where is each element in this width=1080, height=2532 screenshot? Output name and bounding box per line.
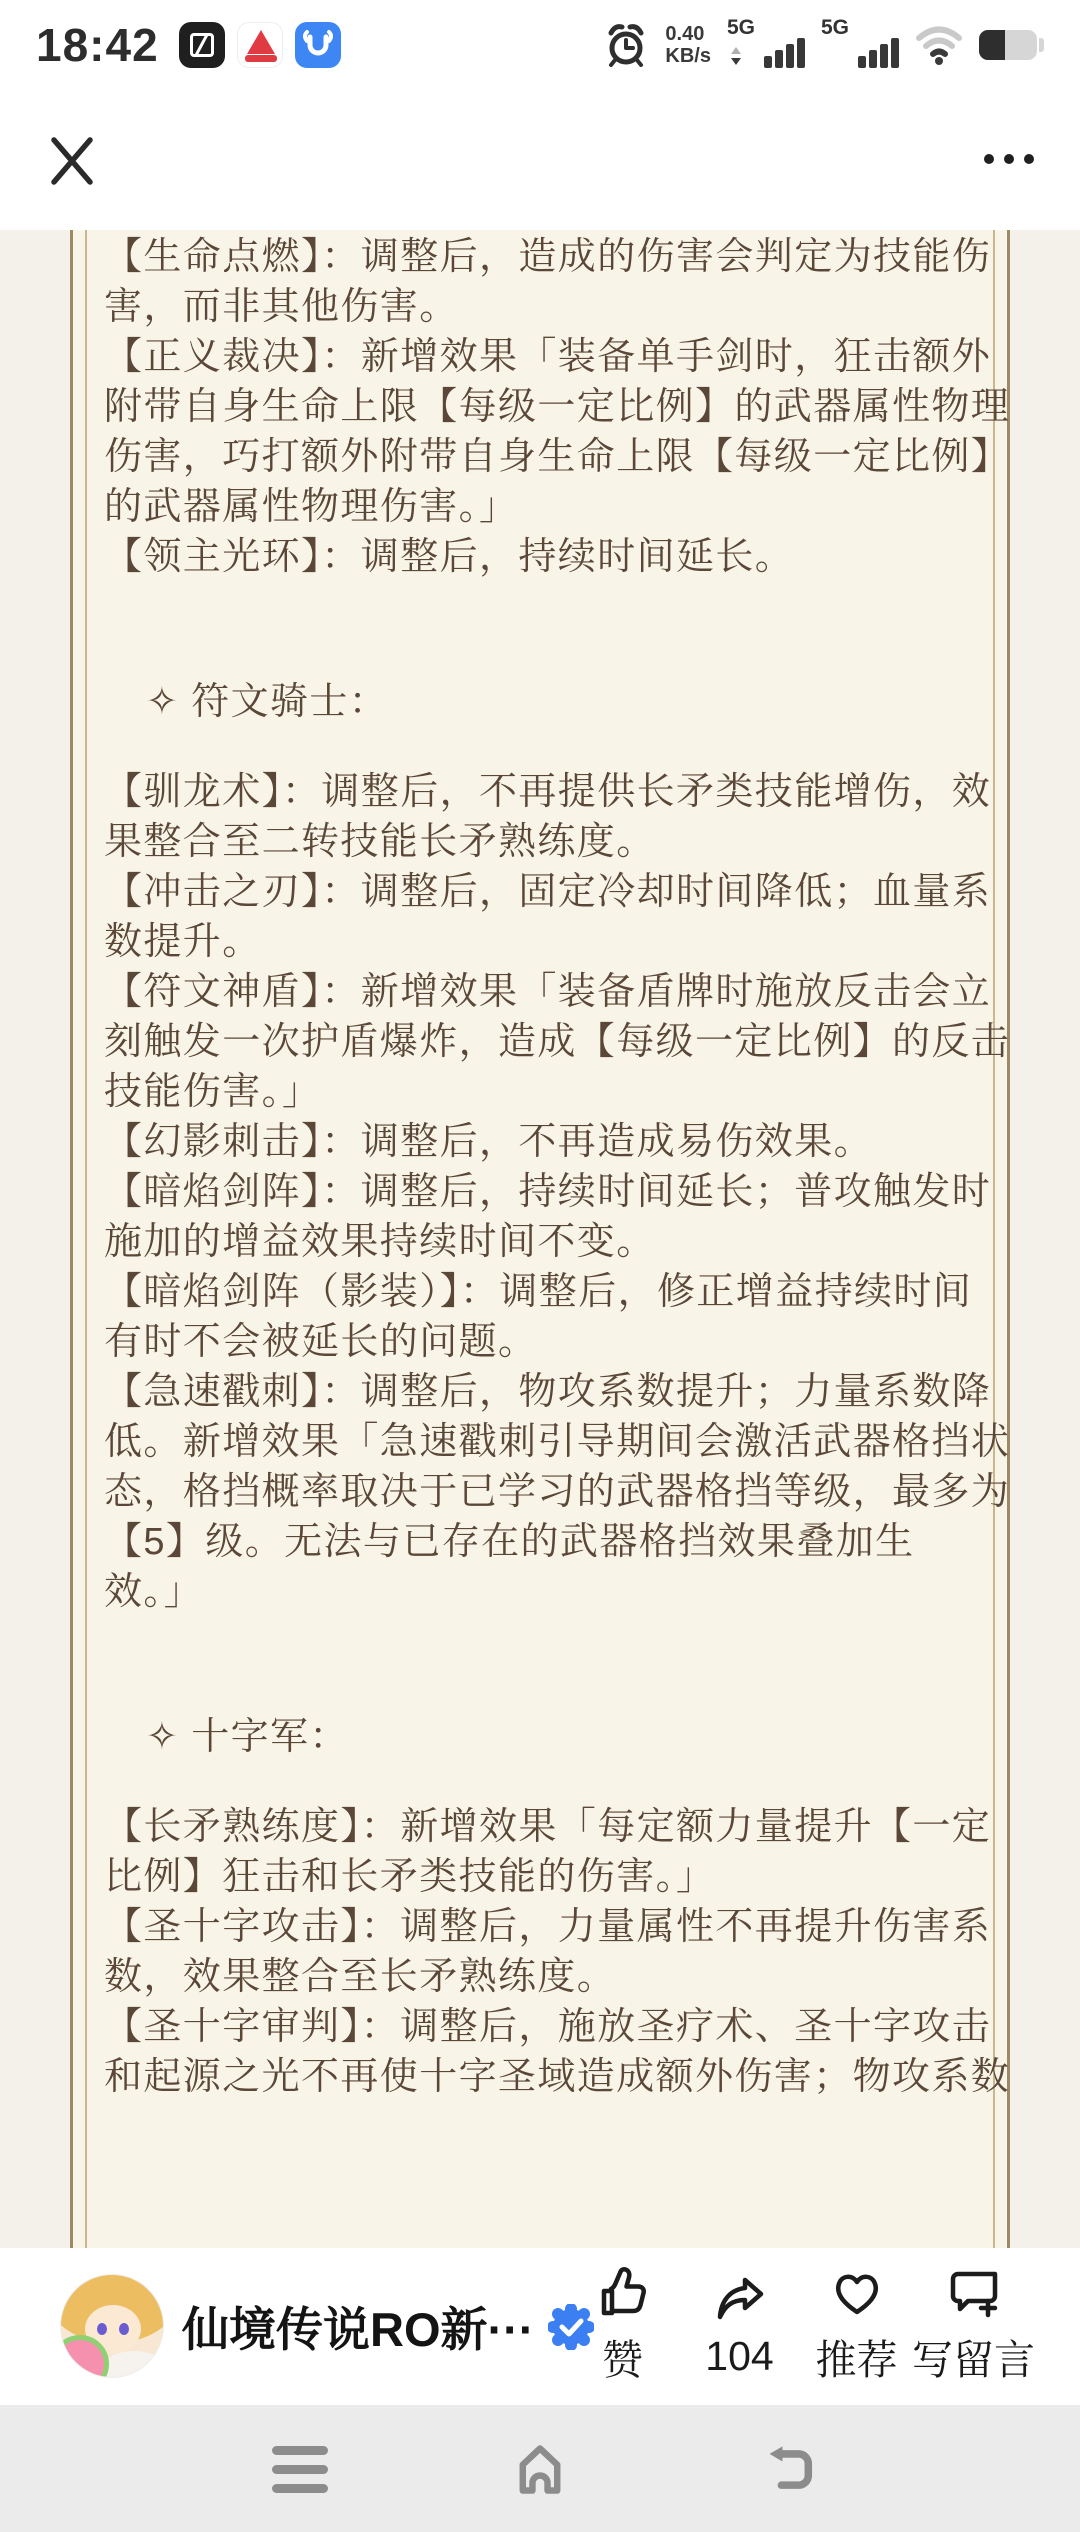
paragraph-line: 【圣十字攻击】：调整后，力量属性不再提升伤害系 xyxy=(104,1906,992,1948)
paragraph-line: 【暗焰剑阵（影装）】：调整后，修正增益持续时间 xyxy=(104,1271,973,1313)
alarm-icon xyxy=(603,21,649,69)
dark-notes-app-icon xyxy=(179,22,225,68)
action-buttons xyxy=(564,2248,1035,2405)
paragraph-line: 【幻影刺击】：调整后，不再造成易伤效果。 xyxy=(104,1121,874,1163)
back-button[interactable] xyxy=(758,2437,822,2501)
avatar[interactable] xyxy=(60,2274,164,2378)
paragraph-line: 果整合至二转技能长矛熟练度。 xyxy=(104,821,656,863)
network-speed: 0.40 KB/s xyxy=(665,23,711,67)
paragraph-line: 【暗焰剑阵】：调整后，持续时间延长；普攻触发时 xyxy=(104,1171,992,1213)
thumbs-up-icon xyxy=(597,2267,649,2319)
section-heading: ✧ 十字军： xyxy=(146,1716,349,1758)
close-button[interactable] xyxy=(42,130,102,190)
status-bar xyxy=(0,0,1080,90)
section-heading: ✧ 符文骑士： xyxy=(146,681,389,723)
sim2-signal: 5G xyxy=(821,16,899,74)
paragraph-line: 态，格挡概率取决于已学习的武器格挡等级，最多为 xyxy=(104,1471,1011,1513)
article-scroll-area[interactable] xyxy=(0,230,1080,2248)
comment-plus-icon xyxy=(948,2267,1000,2319)
paragraph-line: 效。」 xyxy=(104,1571,204,1613)
paragraph-line: 害，而非其他伤害。 xyxy=(104,286,459,328)
article-text xyxy=(104,232,1011,2102)
paragraph-line: 【长矛熟练度】：新增效果「每定额力量提升【一定 xyxy=(104,1806,992,1848)
paragraph-line: 数提升。 xyxy=(104,921,262,963)
status-icons xyxy=(603,16,1044,74)
paragraph-line: 技能伤害。」 xyxy=(104,1071,322,1113)
android-nav-bar xyxy=(0,2405,1080,2532)
close-icon xyxy=(42,130,102,190)
engagement-bar xyxy=(0,2248,1080,2405)
share-arrow-icon xyxy=(714,2273,766,2325)
webview-header xyxy=(0,90,1080,230)
paragraph-line: 和起源之光不再使十字圣域造成额外伤害；物攻系数 xyxy=(104,2056,1011,2098)
paragraph-line: 伤害，巧打额外附带自身生命上限【每级一定比例】 xyxy=(104,436,1011,478)
paragraph-line: 【冲击之刃】：调整后，固定冷却时间降低；血量系 xyxy=(104,871,992,913)
share-button[interactable]: 104 xyxy=(681,2273,798,2380)
more-button[interactable] xyxy=(978,148,1040,170)
signal-bars-icon xyxy=(858,38,899,68)
paragraph-line: 【5】级。无法与已存在的武器格挡效果叠加生 xyxy=(104,1521,915,1563)
paragraph-line: 施加的增益效果持续时间不变。 xyxy=(104,1221,656,1263)
paragraph-line: 【急速戳刺】：调整后，物攻系数提升；力量系数降 xyxy=(104,1371,992,1413)
paragraph-line: 附带自身生命上限【每级一定比例】的武器属性物理 xyxy=(104,386,1011,428)
recommend-button[interactable]: 推荐 xyxy=(798,2267,915,2386)
account xyxy=(182,2248,594,2405)
notification-app-icons xyxy=(179,22,341,68)
recents-menu-button[interactable] xyxy=(268,2437,332,2501)
data-arrows-icon xyxy=(729,46,743,66)
heart-icon xyxy=(831,2267,883,2319)
wifi-icon xyxy=(915,25,963,65)
red-a-app-icon xyxy=(237,22,283,68)
paragraph-line: 的武器属性物理伤害。」 xyxy=(104,486,519,528)
account-name[interactable]: 仙境传说RO新··· xyxy=(182,2303,535,2356)
like-button[interactable]: 赞 xyxy=(564,2267,681,2386)
back-icon xyxy=(762,2444,818,2494)
clock-time: 18:42 xyxy=(36,19,159,71)
home-button[interactable] xyxy=(508,2437,572,2501)
menu-icon xyxy=(272,2446,328,2493)
paragraph-line: 【符文神盾】：新增效果「装备盾牌时施放反击会立 xyxy=(104,971,992,1013)
battery-icon xyxy=(979,30,1044,60)
paragraph-line: 【正义裁决】：新增效果「装备单手剑时，狂击额外 xyxy=(104,336,992,378)
paragraph-line: 低。新增效果「急速戳刺引导期间会激活武器格挡状 xyxy=(104,1421,1011,1463)
paragraph-line: 刻触发一次护盾爆炸，造成【每级一定比例】的反击 xyxy=(104,1021,1011,1063)
paragraph-line: 比例】狂击和长矛类技能的伤害。」 xyxy=(104,1856,716,1898)
paragraph-line: 【圣十字审判】：调整后，施放圣疗术、圣十字攻击 xyxy=(104,2006,992,2048)
blue-bull-app-icon xyxy=(295,22,341,68)
sim1-signal: 5G xyxy=(727,16,805,74)
paragraph-line: 【驯龙术】：调整后，不再提供长矛类技能增伤，效 xyxy=(104,771,992,813)
home-icon xyxy=(512,2441,568,2497)
paragraph-line: 【领主光环】：调整后，持续时间延长。 xyxy=(104,536,795,578)
comment-button[interactable]: 写留言 xyxy=(915,2267,1032,2386)
paragraph-line: 数，效果整合至长矛熟练度。 xyxy=(104,1956,617,1998)
more-icon xyxy=(984,154,994,164)
signal-bars-icon xyxy=(764,38,805,68)
paragraph-line: 【生命点燃】：调整后，造成的伤害会判定为技能伤 xyxy=(104,236,992,278)
paragraph-line: 有时不会被延长的问题。 xyxy=(104,1321,538,1363)
